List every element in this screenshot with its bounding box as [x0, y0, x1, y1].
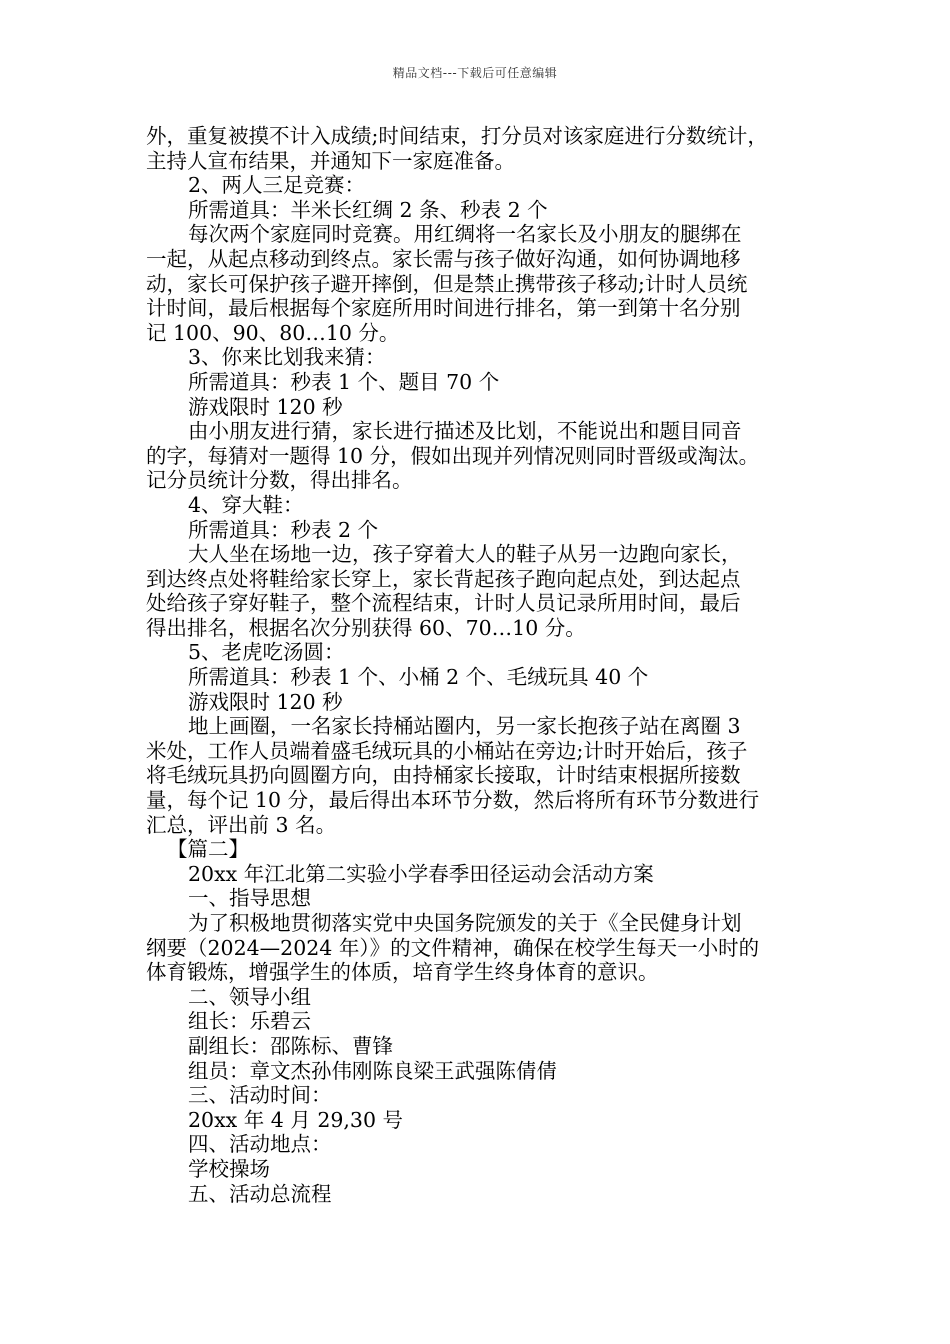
text-line: 由小朋友进行猜，家长进行描述及比划，不能说出和题目同音: [188, 419, 742, 444]
text-line: 四、活动地点：: [188, 1132, 332, 1157]
text-line: 得出排名，根据名次分别获得 60、70…10 分。: [146, 615, 586, 640]
text-line: 量，每个记 10 分，最后得出本环节分数，然后将所有环节分数进行: [146, 788, 760, 813]
text-line: 所需道具：秒表 2 个: [188, 517, 379, 542]
text-line: 游戏限时 120 秒: [188, 689, 343, 714]
text-line: 每次两个家庭同时竞赛。用红绸将一名家长及小朋友的腿绑在: [188, 222, 742, 247]
text-line: 体育锻炼，增强学生的体质，培育学生终身体育的意识。: [146, 960, 659, 985]
text-line: 的字，每猜对一题得 10 分，假如出现并列情况则同时晋级或淘汰。: [146, 443, 760, 468]
text-line: 组员：章文杰孙伟刚陈良梁王武强陈倩倩: [188, 1058, 557, 1083]
text-line: 记 100、90、80…10 分。: [146, 320, 400, 345]
text-line: 五、活动总流程: [188, 1181, 332, 1206]
text-line: 米处，工作人员端着盛毛绒玩具的小桶站在旁边;计时开始后，孩子: [146, 738, 748, 763]
text-line: 组长：乐碧云: [188, 1009, 311, 1034]
text-line: 汇总，评出前 3 名。: [146, 812, 337, 837]
text-line: 20xx 年江北第二实验小学春季田径运动会活动方案: [188, 861, 654, 886]
text-line: 副组长：邵陈标、曹锋: [188, 1033, 393, 1058]
text-line: 【篇二】: [167, 837, 249, 862]
text-line: 为了积极地贯彻落实党中央国务院颁发的关于《全民健身计划: [188, 911, 742, 935]
text-line: 5、老虎吃汤圆：: [188, 640, 345, 665]
text-line: 地上画圈，一名家长持桶站圈内，另一家长抱孩子站在离圈 3: [188, 714, 741, 739]
text-line: 一、指导思想: [188, 886, 311, 911]
text-line: 记分员统计分数，得出排名。: [146, 468, 413, 493]
text-line: 三、活动时间：: [188, 1083, 332, 1108]
text-line: 4、穿大鞋：: [188, 492, 304, 517]
text-line: 二、领导小组: [188, 984, 311, 1009]
text-line: 所需道具：半米长红绸 2 条、秒表 2 个: [188, 197, 548, 222]
text-line: 大人坐在场地一边，孩子穿着大人的鞋子从另一边跑向家长，: [188, 542, 742, 567]
text-line: 将毛绒玩具扔向圆圈方向，由持桶家长接取，计时结束根据所接数: [146, 763, 741, 788]
text-line: 3、你来比划我来猜：: [188, 345, 386, 370]
text-line: 所需道具：秒表 1 个、小桶 2 个、毛绒玩具 40 个: [188, 665, 649, 690]
text-line: 纲要（2024—2024 年）》的文件精神，确保在校学生每天一小时的: [146, 935, 760, 960]
text-line: 游戏限时 120 秒: [188, 394, 343, 419]
page-header: 精品文档---下载后可任意编辑: [392, 66, 558, 80]
text-line: 动，家长可保护孩子避开摔倒，但是禁止携带孩子移动;计时人员统: [146, 271, 748, 296]
text-line: 计时间，最后根据每个家庭所用时间进行排名，第一到第十名分别: [146, 296, 741, 321]
text-line: 外，重复被摸不计入成绩;时间结束，打分员对该家庭进行分数统计，: [146, 124, 768, 148]
text-line: 20xx 年 4 月 29,30 号: [188, 1107, 404, 1132]
text-line: 2、两人三足竞赛：: [188, 173, 366, 198]
text-line: 一起，从起点移动到终点。家长需与孩子做好沟通，如何协调地移: [146, 246, 741, 271]
text-line: 学校操场: [188, 1156, 270, 1181]
text-line: 所需道具：秒表 1 个、题目 70 个: [188, 369, 500, 394]
text-line: 主持人宣布结果，并通知下一家庭准备。: [146, 148, 515, 173]
text-line: 到达终点处将鞋给家长穿上，家长背起孩子跑向起点处，到达起点: [146, 566, 741, 591]
document-body: [146, 124, 826, 1206]
text-line: 处给孩子穿好鞋子，整个流程结束，计时人员记录所用时间，最后: [146, 591, 741, 616]
